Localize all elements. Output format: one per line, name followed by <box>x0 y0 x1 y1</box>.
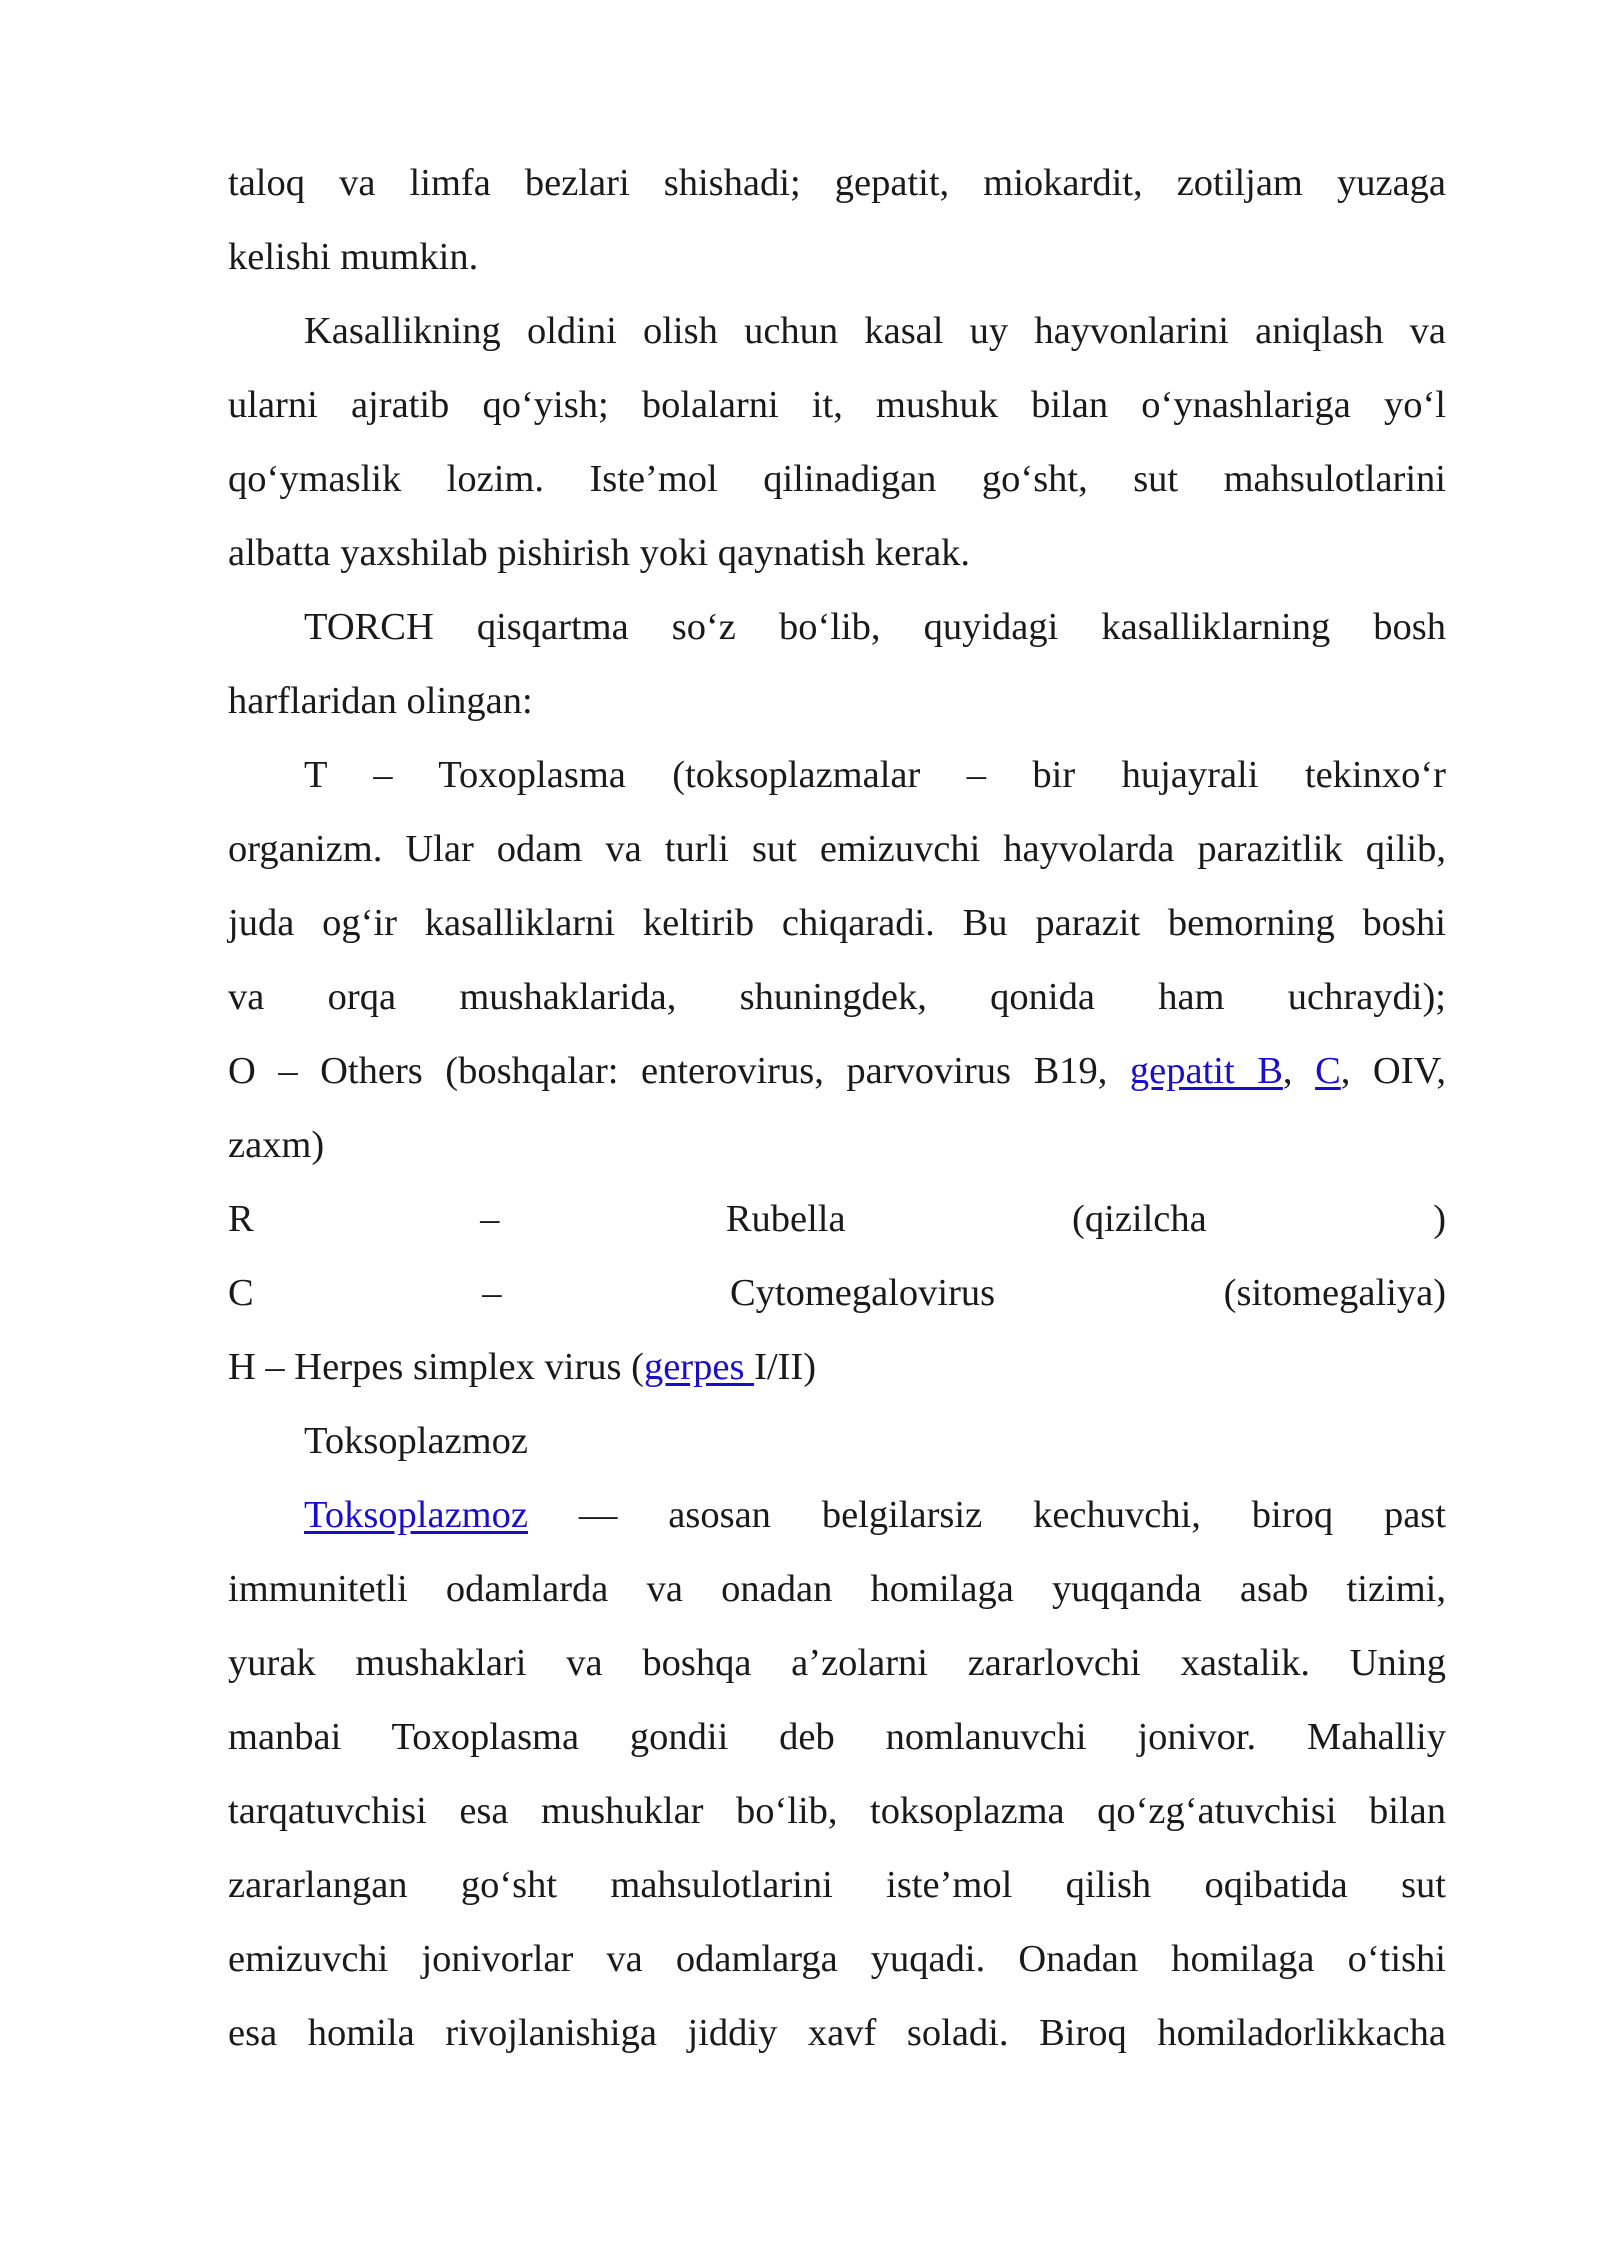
text-line: yurak mushaklari va boshqa a’zolarni zararlovchi xastalik. Uning <box>228 1642 1446 1684</box>
text-line: zararlangan go‘sht mahsulotlarini iste’mol qilish oqibatida sut <box>228 1864 1446 1906</box>
rubella-paren: ) <box>1433 1198 1447 1240</box>
rubella-dash: – <box>480 1198 500 1240</box>
cmv-name: Cytomegalovirus <box>729 1272 996 1314</box>
document-page <box>228 146 1446 2070</box>
herpes-line <box>228 1330 1446 1404</box>
text-line: va orqa mushaklarida, shuningdek, qonida ham uchraydi); <box>228 976 1446 1018</box>
cmv-letter: C <box>228 1272 254 1314</box>
rubella-letter: R <box>228 1198 254 1240</box>
text-line: emizuvchi jonivorlar va odamlarga yuqadi. Onadan homilaga o‘tishi <box>228 1938 1446 1980</box>
others-text: O – Others (boshqalar: enterovirus, parvovirus B19, <box>228 1050 1130 1092</box>
link-gerpes[interactable]: gerpes <box>643 1346 755 1388</box>
herpes-tail-text: I/II) <box>754 1346 817 1388</box>
others-tail-text: , OIV, <box>1340 1050 1447 1092</box>
rubella-name: Rubella <box>725 1198 846 1240</box>
text-line: TORCH qisqartma so‘z bo‘lib, quyidagi kasalliklarning bosh <box>304 606 1446 648</box>
cmv-translation: (sitomegaliya) <box>1223 1272 1447 1314</box>
text-line: ularni ajratib qo‘yish; bolalarni it, mushuk bilan o‘ynashlariga yo‘l <box>228 384 1446 426</box>
link-toksoplazmoz[interactable]: Toksoplazmoz <box>304 1494 528 1536</box>
cmv-dash: – <box>482 1272 502 1314</box>
text-line: kelishi mumkin. <box>228 236 479 278</box>
link-gepatit-c[interactable]: C <box>1315 1050 1341 1092</box>
text-line: manbai Toxoplasma gondii deb nomlanuvchi jonivor. Mahalliy <box>228 1716 1446 1758</box>
text-line: juda og‘ir kasalliklarni keltirib chiqaradi. Bu parazit bemorning boshi <box>228 902 1446 944</box>
text-line: T – Toxoplasma (toksoplazmalar – bir hujayrali tekinxo‘r <box>304 754 1446 796</box>
text-line: immunitetli odamlarda va onadan homilaga yuqqanda asab tizimi, <box>228 1568 1446 1610</box>
herpes-text: H – Herpes simplex virus ( <box>228 1346 644 1388</box>
cmv-line <box>228 1256 1446 1330</box>
link-gepatit-b[interactable]: gepatit B <box>1129 1050 1283 1092</box>
rubella-line <box>228 1182 1446 1256</box>
separator-text: , <box>1282 1050 1316 1092</box>
toks-first-text: — asosan belgilarsiz kechuvchi, biroq past <box>527 1494 1446 1536</box>
text-line: tarqatuvchisi esa mushuklar bo‘lib, toksoplazma qo‘zg‘atuvchisi bilan <box>228 1790 1446 1832</box>
text-line: zaxm) <box>228 1124 325 1166</box>
others-line <box>228 1034 1446 1108</box>
text-line: albatta yaxshilab pishirish yoki qaynatish kerak. <box>228 532 971 574</box>
text-line: organizm. Ular odam va turli sut emizuvchi hayvolarda parazitlik qilib, <box>228 828 1446 870</box>
section-heading: Toksoplazmoz <box>304 1420 528 1462</box>
text-line: Kasallikning oldini olish uchun kasal uy hayvonlarini aniqlash va <box>304 310 1446 352</box>
text-line: qo‘ymaslik lozim. Iste’mol qilinadigan go‘sht, sut mahsulotlarini <box>228 458 1446 500</box>
text-line: taloq va limfa bezlari shishadi; gepatit, miokardit, zotiljam yuzaga <box>228 162 1446 204</box>
text-line: harflaridan olingan: <box>228 680 533 722</box>
text-line: esa homila rivojlanishiga jiddiy xavf soladi. Biroq homiladorlikkacha <box>228 2012 1446 2054</box>
toks-first-line <box>228 1478 1446 1552</box>
rubella-translation: (qizilcha <box>1072 1198 1207 1240</box>
